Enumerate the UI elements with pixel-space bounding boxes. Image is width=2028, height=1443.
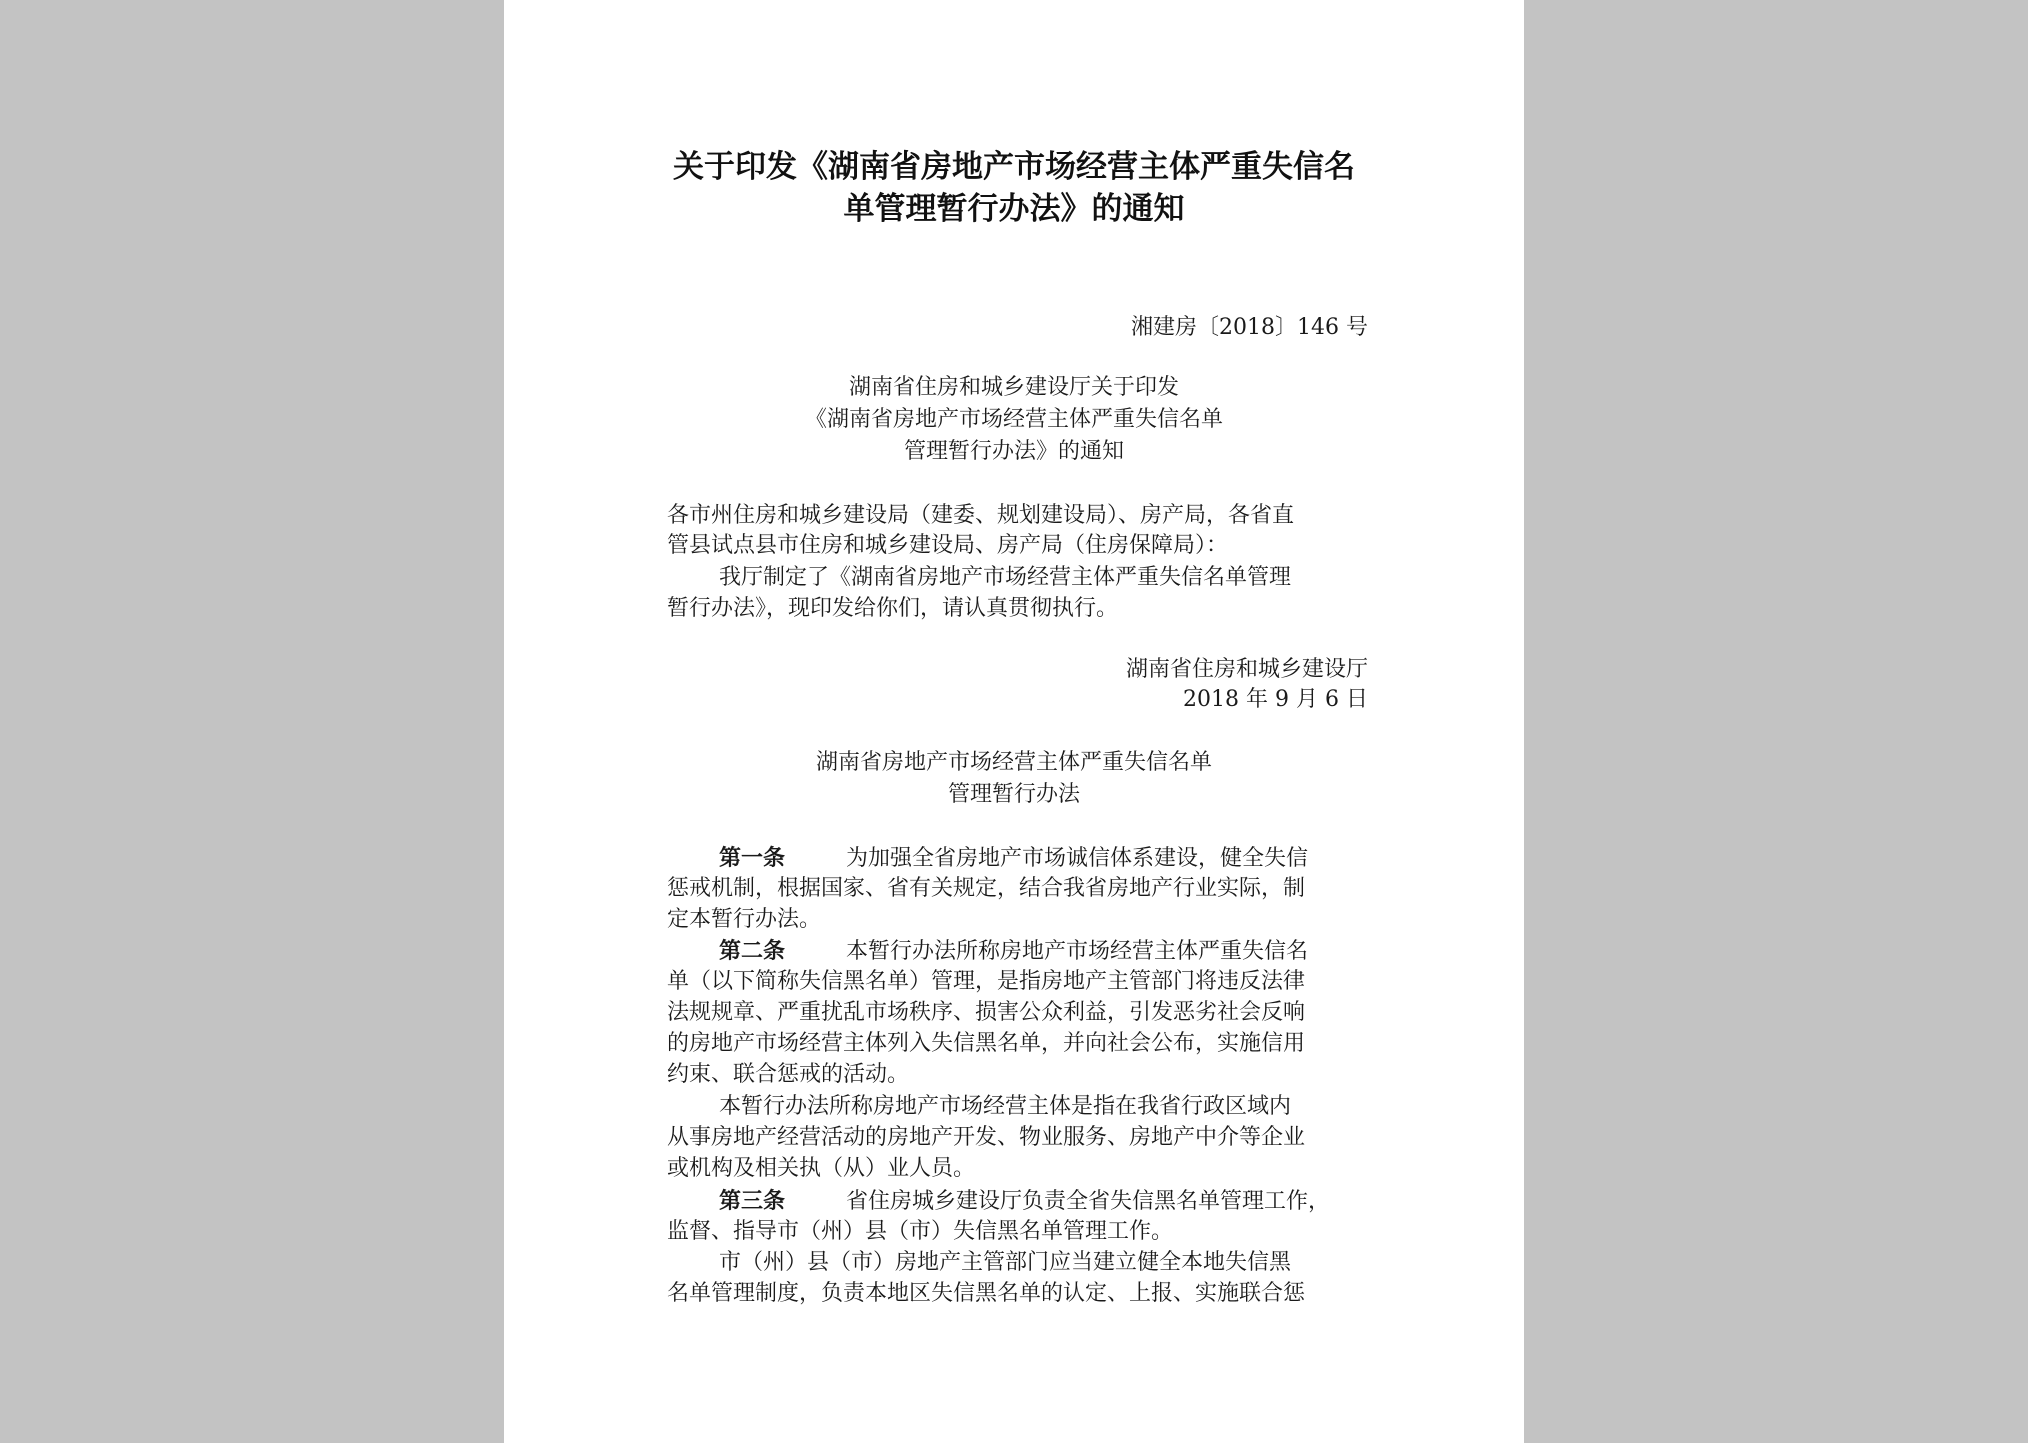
- article-3-text: 省住房城乡建设厅负责全省失信黑名单管理工作，: [846, 1189, 1331, 1214]
- article-2-para2-line-3: 或机构及相关执（从）业人员。: [667, 1156, 976, 1181]
- document-page: [504, 0, 1524, 1443]
- notice-heading-line-1: 湖南省住房和城乡建设厅关于印发: [848, 375, 1179, 400]
- addressee-line-1: 各市州住房和城乡建设局（建委、规划建设局）、房产局，各省直: [667, 503, 1295, 528]
- signature-date: 2018 年 9 月 6 日: [1183, 687, 1368, 712]
- article-2-label: 第二条: [719, 938, 786, 964]
- article-2-first-line: [719, 936, 1368, 967]
- addressee-line-2: 管县试点县市住房和城乡建设局、房产局（住房保障局）：: [667, 533, 1229, 558]
- article-2-line-5: 约束、联合惩戒的活动。: [667, 1062, 910, 1087]
- article-1-text: 为加强全省房地产市场诚信体系建设，健全失信: [846, 846, 1309, 871]
- document-title-line-1: 关于印发《湖南省房地产市场经营主体严重失信名: [673, 149, 1355, 185]
- body-paragraph-line-2: 暂行办法》，现印发给你们，请认真贯彻执行。: [667, 596, 1119, 621]
- article-2-para2-line-2: 从事房地产经营活动的房地产开发、物业服务、房地产中介等企业: [667, 1125, 1306, 1150]
- article-3-line-2: 监督、指导市（州）县（市）失信黑名单管理工作。: [667, 1219, 1174, 1244]
- notice-heading-line-2: 《湖南省房地产市场经营主体严重失信名单: [804, 407, 1223, 432]
- article-1-label: 第一条: [719, 845, 786, 871]
- measures-heading-line-2: 管理暂行办法: [947, 782, 1080, 807]
- article-3-para2-line-1: 市（州）县（市）房地产主管部门应当建立健全本地失信黑: [719, 1250, 1292, 1275]
- article-2-line-2: 单（以下简称失信黑名单）管理，是指房地产主管部门将违反法律: [667, 969, 1306, 994]
- article-1-line-3: 定本暂行办法。: [667, 907, 822, 932]
- article-1-line-2: 惩戒机制，根据国家、省有关规定，结合我省房地产行业实际，制: [667, 876, 1306, 901]
- article-3-first-line: [719, 1186, 1368, 1217]
- article-2-line-4: 的房地产市场经营主体列入失信黑名单，并向社会公布，实施信用: [667, 1031, 1306, 1056]
- measures-heading-line-1: 湖南省房地产市场经营主体严重失信名单: [815, 750, 1212, 775]
- notice-heading-line-3: 管理暂行办法》的通知: [903, 439, 1124, 464]
- article-2-text: 本暂行办法所称房地产市场经营主体严重失信名: [846, 939, 1309, 964]
- document-title-line-2: 单管理暂行办法》的通知: [843, 191, 1185, 227]
- article-3-para2-line-2: 名单管理制度，负责本地区失信黑名单的认定、上报、实施联合惩: [667, 1281, 1306, 1306]
- document-number: 湘建房〔2018〕146 号: [1131, 315, 1368, 340]
- article-2-para2-line-1: 本暂行办法所称房地产市场经营主体是指在我省行政区域内: [719, 1094, 1292, 1119]
- body-paragraph-line-1: 我厅制定了《湖南省房地产市场经营主体严重失信名单管理: [719, 565, 1292, 590]
- article-3-label: 第三条: [719, 1188, 786, 1214]
- signature-organization: 湖南省住房和城乡建设厅: [1125, 657, 1368, 682]
- article-2-line-3: 法规规章、严重扰乱市场秩序、损害公众利益，引发恶劣社会反响: [667, 1000, 1306, 1025]
- article-1-first-line: [719, 843, 1368, 874]
